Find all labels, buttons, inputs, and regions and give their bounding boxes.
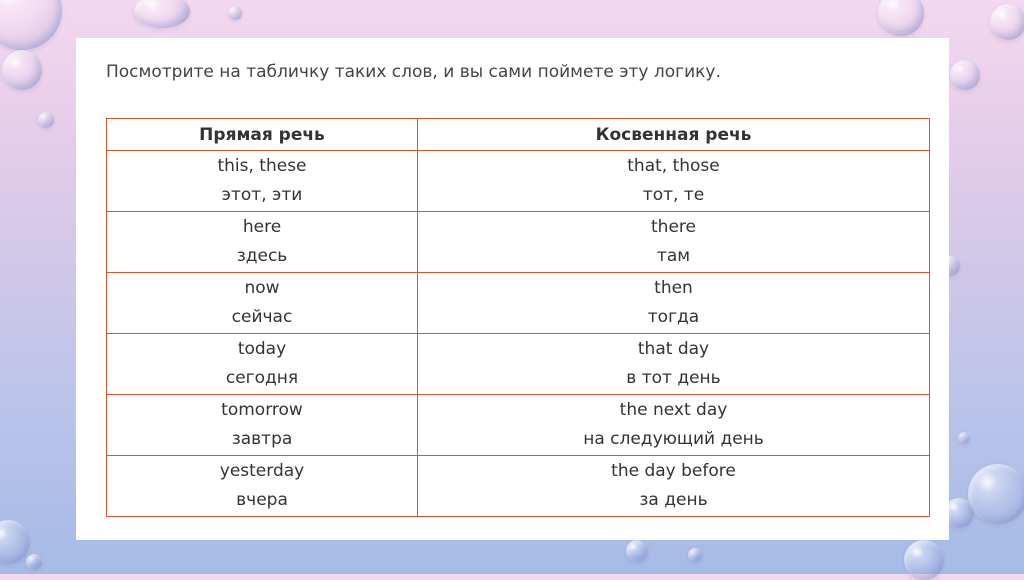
table-row [107,334,930,395]
table-row [107,273,930,334]
header-indirect-speech: Косвенная речь [418,119,930,151]
indirect-russian: в тот день [626,368,721,388]
indirect-russian: тот, те [642,185,705,205]
indirect-cell [418,334,930,395]
direct-english: yesterday [219,461,305,481]
indirect-english: the day before [611,461,736,481]
direct-english: today [237,339,287,359]
direct-cell [107,273,418,334]
table-header-row [107,119,930,151]
indirect-english: then [654,278,693,298]
content-card [76,38,949,540]
indirect-english: there [651,217,696,237]
bubble-decoration [878,0,924,36]
direct-english: this, these [217,156,307,176]
bubble-decoration [228,6,242,20]
indirect-russian: на следующий день [583,429,764,449]
direct-cell [107,456,418,517]
direct-russian: сейчас [231,307,293,327]
bubble-decoration [0,0,62,50]
direct-russian: завтра [231,429,293,449]
indirect-cell [418,456,930,517]
bubble-decoration [0,520,30,564]
bubble-decoration [38,112,54,128]
indirect-english: the next day [619,400,728,420]
table-row [107,395,930,456]
bubble-decoration [958,432,970,444]
speech-table [106,118,930,517]
indirect-english: that day [637,339,710,359]
direct-cell [107,395,418,456]
direct-cell [107,212,418,273]
direct-english: tomorrow [221,400,303,420]
indirect-russian: за день [639,490,708,510]
bubble-decoration [626,540,648,562]
bubble-decoration [2,50,42,90]
bubble-decoration [950,60,980,90]
direct-russian: здесь [236,246,288,266]
direct-russian: вчера [236,490,288,510]
indirect-russian: там [656,246,691,266]
bubble-decoration [26,554,42,570]
direct-english: now [244,278,280,298]
indirect-english: that, those [627,156,720,176]
indirect-cell [418,395,930,456]
bubble-decoration [688,548,702,562]
direct-russian: сегодня [225,368,299,388]
indirect-cell [418,273,930,334]
direct-english: here [242,217,282,237]
table-row [107,212,930,273]
table-row [107,151,930,212]
intro-text: Посмотрите на табличку таких слов, и вы сами поймете эту логику. [106,62,721,82]
direct-cell [107,334,418,395]
bubble-decoration [968,464,1024,524]
indirect-cell [418,212,930,273]
bubble-decoration [134,0,190,28]
indirect-russian: тогда [647,307,700,327]
header-direct-speech: Прямая речь [107,119,418,151]
direct-cell [107,151,418,212]
table-row [107,456,930,517]
bubble-decoration [990,4,1024,40]
indirect-cell [418,151,930,212]
bubble-decoration [904,540,944,580]
direct-russian: этот, эти [221,185,303,205]
